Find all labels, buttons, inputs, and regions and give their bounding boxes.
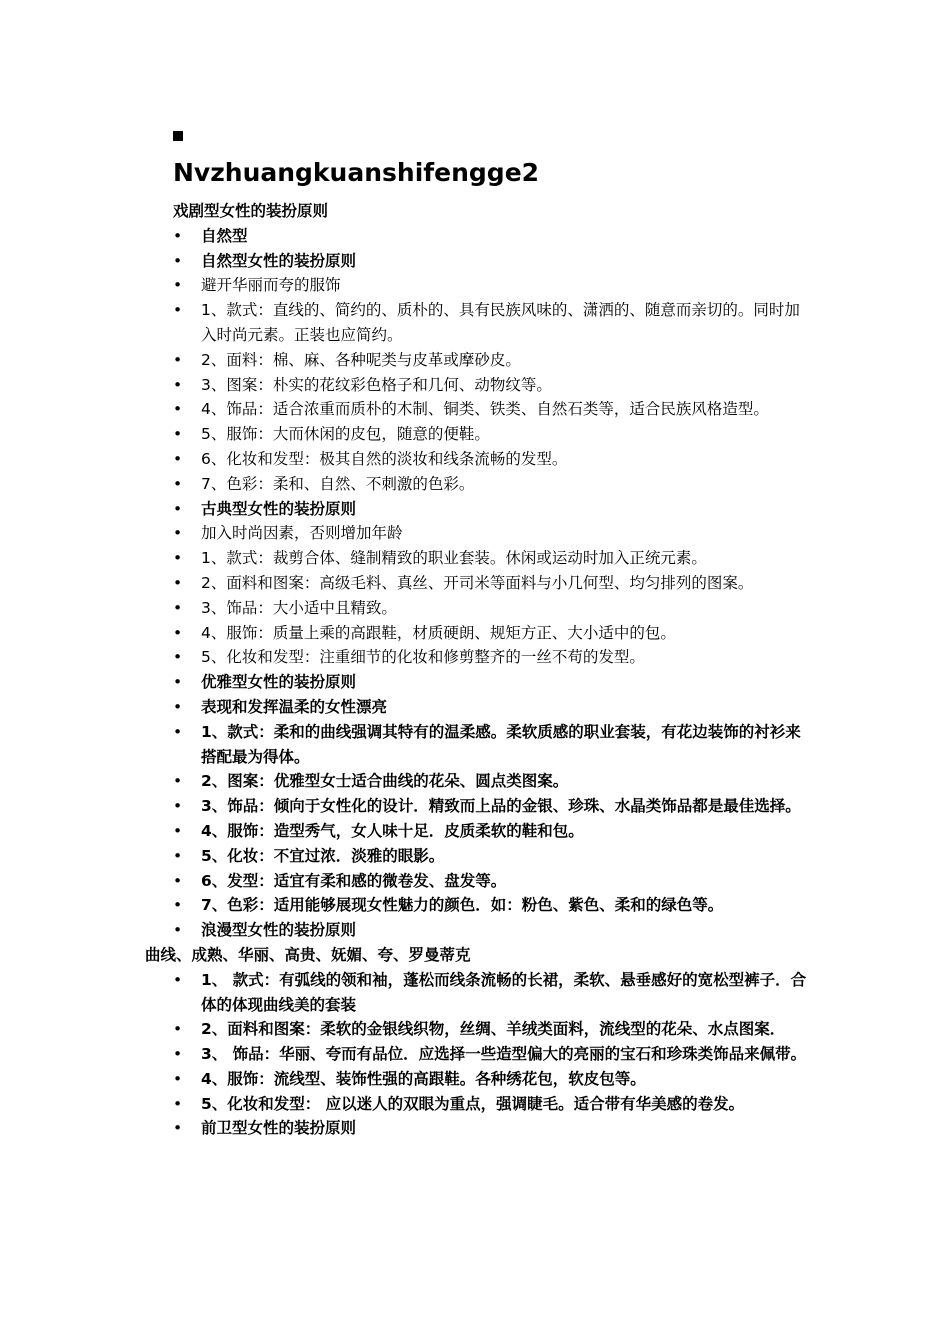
list-item [0,1116,807,1141]
bullet-dot-icon: • [173,400,183,419]
list-item [0,893,807,918]
list-item [0,397,807,422]
list-item [0,1067,807,1092]
list-item-text: 1、款式：裁剪合体、缝制精致的职业套装。休闲或运动时加入正统元素。 [201,549,707,568]
list-item [0,273,807,298]
list-item [0,844,807,869]
list-item [0,497,807,522]
list-item [0,869,807,894]
list-item-text: 4、服饰：造型秀气，女人味十足．皮质柔软的鞋和包。 [201,821,584,840]
list-item-text: 2、面料和图案：柔软的金银线织物，丝绸、羊绒类面料，流线型的花朵、水点图案． [201,1020,786,1039]
bullet-dot-icon: • [173,474,183,493]
bullet-dot-icon: • [173,449,183,468]
list-item [0,695,807,720]
bullet-dot-icon: • [173,598,183,617]
list-item [0,819,807,844]
list-item [0,596,807,621]
bullet-dot-icon: • [173,573,183,592]
bullet-dot-icon: • [173,896,183,915]
list-item-text: 1、款式：柔和的曲线强调其特有的温柔感。柔软质感的职业套装，有花边装饰的衬衫来搭配最为得体。 [201,722,801,766]
list-item [0,670,807,695]
bullet-dot-icon: • [173,226,183,245]
bullet-dot-icon: • [173,673,183,692]
list-item-text: 表现和发挥温柔的女性漂亮 [201,697,388,716]
bullet-dot-icon: • [173,375,183,394]
list-item-text: 自然型 [201,226,248,245]
list-item [0,472,807,497]
bullet-dot-icon: • [173,524,183,543]
bullet-dot-icon: • [173,970,183,989]
list-item-text: 5、化妆和发型：注重细节的化妆和修剪整齐的一丝不苟的发型。 [201,648,645,667]
list-item-text: 3、 饰品：华丽、夸而有品位．应选择一些造型偏大的亮丽的宝石和珍珠类饰品来佩带。 [201,1045,807,1064]
bullet-dot-icon: • [173,871,183,890]
bullet-dot-icon: • [173,722,183,741]
list-item-text: 1、款式：直线的、简约的、质朴的、具有民族风味的、潇洒的、随意而亲切的。同时加入时尚元素。正装也应简约。 [201,301,800,344]
list-item [0,249,807,274]
list-item [0,224,807,249]
list-item-text: 4、服饰：流线型、装饰性强的高跟鞋。各种绣花包，软皮包等。 [201,1069,646,1088]
list-item-text: 7、色彩：适用能够展现女性魅力的颜色．如：粉色、紫色、柔和的绿色等。 [201,896,724,915]
list-item-text: 自然型女性的装扮原则 [201,251,357,270]
bullet-list-styles [0,224,950,943]
square-bullet-icon [173,131,183,141]
document-body [0,199,950,1141]
bullet-dot-icon: • [173,772,183,791]
bullet-dot-icon: • [173,1094,183,1113]
list-item [0,1042,807,1067]
list-item-text: 5、服饰：大而休闲的皮包，随意的便鞋。 [201,425,490,444]
list-item [0,521,807,546]
bullet-dot-icon: • [173,425,183,444]
list-item [0,298,807,348]
bullet-dot-icon: • [173,1045,183,1064]
bullet-dot-icon: • [173,846,183,865]
list-item [0,1017,807,1042]
list-item-text: 2、面料：棉、麻、各种呢类与皮革或摩砂皮。 [201,350,521,369]
list-item-text: 前卫型女性的装扮原则 [201,1119,357,1138]
bullet-dot-icon: • [173,251,183,270]
list-item [0,373,807,398]
bullet-dot-icon: • [173,821,183,840]
list-item-text: 1、 款式：有弧线的领和袖，蓬松而线条流畅的长裙，柔软、悬垂感好的宽松型裤子．合体的体现曲线美的套装 [201,970,807,1014]
list-item-text: 浪漫型女性的装扮原则 [201,921,357,940]
bullet-dot-icon: • [173,549,183,568]
bullet-dot-icon: • [173,1069,183,1088]
bullet-dot-icon: • [173,350,183,369]
bullet-dot-icon: • [173,276,183,295]
list-item-text: 3、饰品：大小适中且精致。 [201,598,397,617]
list-item [0,546,807,571]
list-item-text: 4、服饰：质量上乘的高跟鞋，材质硬朗、规矩方正、大小适中的包。 [201,623,676,642]
list-item-text: 6、发型：适宜有柔和感的微卷发、盘发等。 [201,871,507,890]
list-item [0,447,807,472]
list-item [0,348,807,373]
bullet-dot-icon: • [173,797,183,816]
bullet-dot-icon: • [173,921,183,940]
list-item-text: 6、化妆和发型：极其自然的淡妆和线条流畅的发型。 [201,449,568,468]
list-item [0,769,807,794]
list-item [0,1092,807,1117]
section-subtitle: 戏剧型女性的装扮原则 [173,202,329,220]
bullet-dot-icon: • [173,301,183,320]
list-item-text: 5、化妆和发型： 应以迷人的双眼为重点，强调睫毛。适合带有华美感的卷发。 [201,1094,745,1113]
bullet-dot-icon: • [173,623,183,642]
list-item [0,918,807,943]
list-item [0,422,807,447]
bullet-dot-icon: • [173,648,183,667]
list-item-text: 2、图案：优雅型女士适合曲线的花朵、圆点类图案。 [201,772,569,791]
list-item [0,571,807,596]
bullet-dot-icon: • [173,1119,183,1138]
list-item [0,645,807,670]
list-item [0,794,807,819]
bullet-dot-icon: • [173,697,183,716]
list-item-text: 优雅型女性的装扮原则 [201,673,357,692]
list-item-text: 避开华丽而夸的服饰 [201,276,341,295]
list-item-text: 2、面料和图案：高级毛料、真丝、开司米等面料与小几何型、均匀排列的图案。 [201,573,754,592]
list-item-text: 7、色彩：柔和、自然、不刺激的色彩。 [201,474,475,493]
list-item [0,621,807,646]
bullet-list-romantic [0,968,950,1142]
document-title: Nvzhuangkuanshifengge2 [173,158,540,187]
list-item-text: 加入时尚因素，否则增加年龄 [201,524,403,543]
bullet-dot-icon: • [173,1020,183,1039]
bullet-dot-icon: • [173,499,183,518]
list-item-text: 5、化妆：不宜过浓．淡雅的眼影。 [201,846,445,865]
list-item-text: 4、饰品：适合浓重而质朴的木制、铜类、铁类、自然石类等，适合民族风格造型。 [201,400,769,419]
romantic-keywords-line: 曲线、成熟、华丽、高贵、妩媚、夸、罗曼蒂克 [145,945,471,964]
list-item [0,720,807,770]
list-item-text: 3、饰品：倾向于女性化的设计．精致而上品的金银、珍珠、水晶类饰品都是最佳选择。 [201,797,801,816]
list-item-text: 3、图案：朴实的花纹彩色格子和几何、动物纹等。 [201,375,552,394]
list-item [0,968,807,1018]
list-item-text: 古典型女性的装扮原则 [201,499,357,518]
